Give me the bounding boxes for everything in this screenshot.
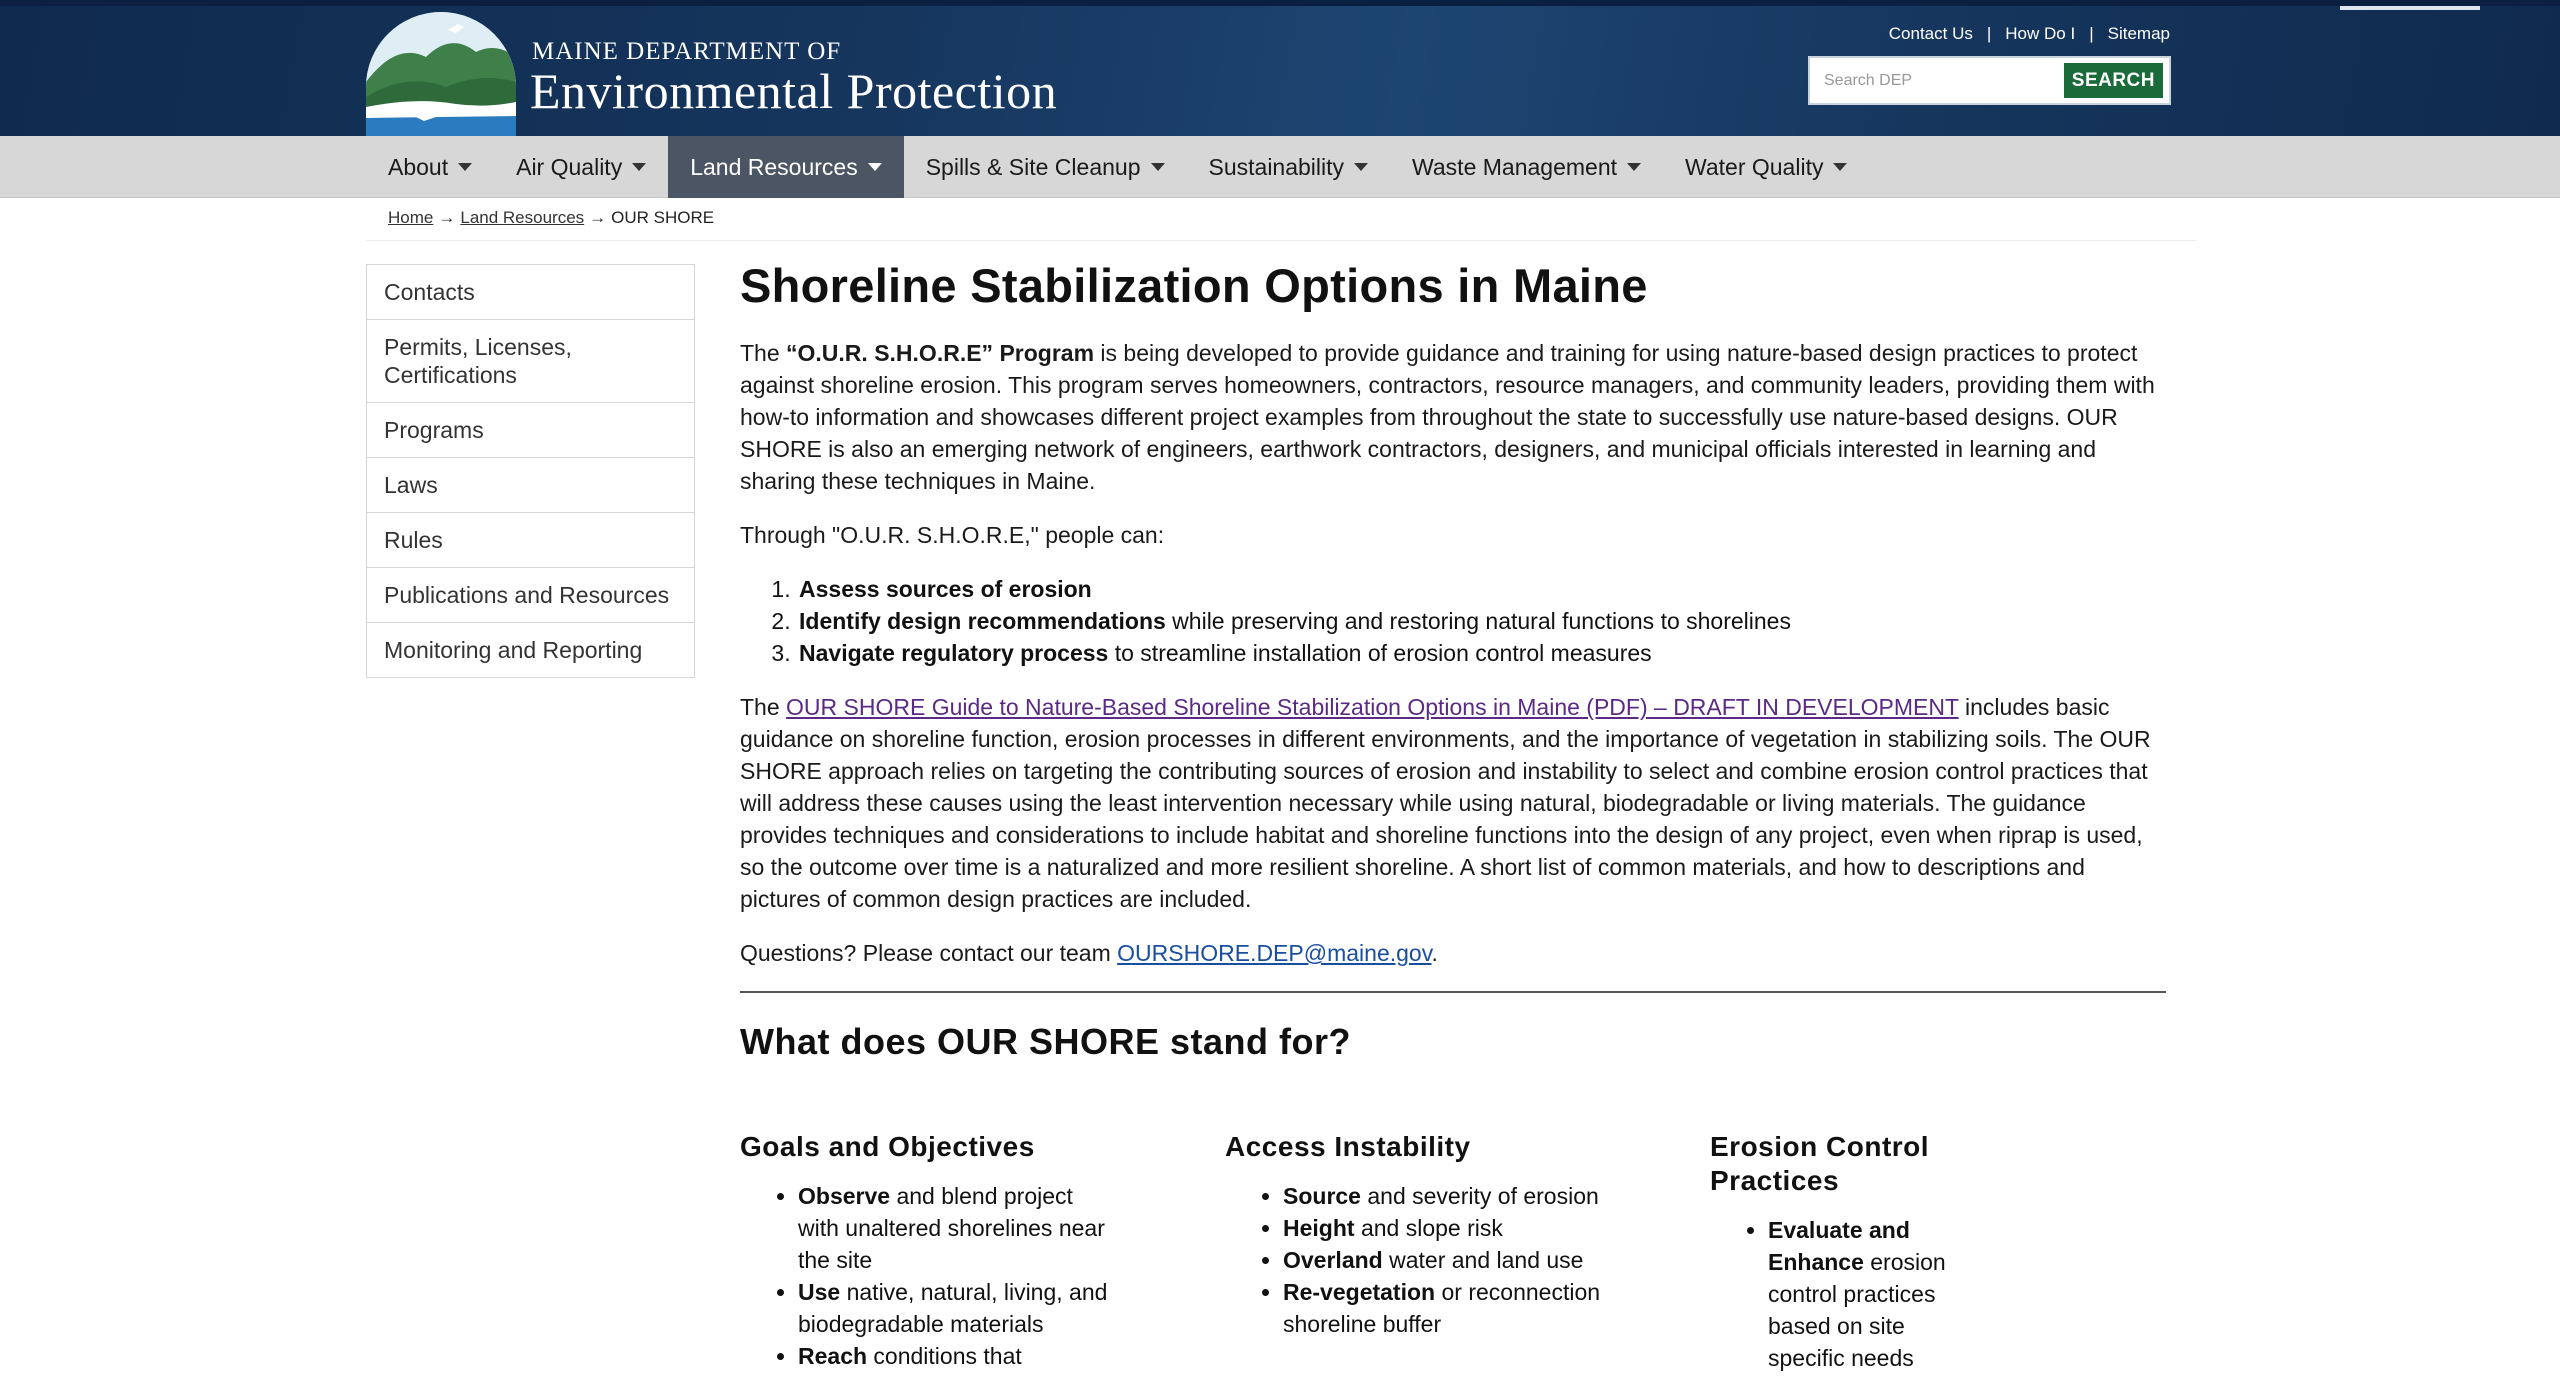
utility-separator: |: [2089, 24, 2094, 43]
column-list: [798, 1180, 1120, 1372]
step-text: to streamline installation of erosion control measures: [1108, 640, 1652, 666]
list-item: [1283, 1180, 1605, 1212]
caret-down-icon: [1354, 163, 1368, 171]
list-item: [798, 1340, 1120, 1372]
nav-land-resources[interactable]: [668, 136, 904, 198]
item-text: and slope risk: [1354, 1215, 1503, 1241]
breadcrumb-arrow: →: [438, 208, 456, 227]
item-text: and severity of erosion: [1360, 1183, 1599, 1209]
list-item: [1283, 1276, 1605, 1340]
sidebar-item-rules[interactable]: Rules: [367, 513, 694, 568]
column-title: Access Instability: [1225, 1131, 1471, 1162]
sidebar-item-permits[interactable]: Permits, Licenses, Certifications: [367, 320, 694, 403]
guide-text: The: [740, 694, 787, 720]
item-bold: Evaluate and Enhance: [1768, 1217, 1910, 1275]
search-button[interactable]: SEARCH: [2064, 63, 2163, 98]
column-erosion-control: [1710, 1130, 1970, 1374]
nav-label: Air Quality: [516, 153, 623, 180]
item-text: or reconnection shoreline buffer: [1283, 1279, 1601, 1337]
questions-paragraph: [740, 937, 2170, 969]
nav-label: Waste Management: [1412, 153, 1617, 180]
sidebar-item-laws[interactable]: Laws: [367, 458, 694, 513]
list-item: [797, 573, 2170, 605]
contact-us-link[interactable]: Contact Us: [1888, 24, 1973, 43]
section-title: What does OUR SHORE stand for?: [740, 1021, 1352, 1062]
column-title: Erosion Control Practices: [1710, 1131, 1930, 1196]
nav-label: Spills & Site Cleanup: [925, 153, 1141, 180]
questions-text: .: [1431, 940, 1438, 966]
column-goals: [740, 1130, 1120, 1372]
item-text: native, natural, living, and biodegradable materials: [798, 1279, 1108, 1337]
sidebar-item-monitoring[interactable]: Monitoring and Reporting: [367, 623, 694, 678]
item-bold: Re-vegetation: [1283, 1279, 1436, 1305]
caret-down-icon: [458, 163, 472, 171]
dept-name-large: Environmental Protection: [530, 63, 1058, 119]
utility-separator: |: [1986, 24, 1992, 43]
caret-down-icon: [868, 163, 882, 171]
item-text: water and land use: [1382, 1247, 1584, 1273]
sitemap-link[interactable]: Sitemap: [2107, 24, 2170, 43]
site-header: [0, 0, 2560, 136]
item-bold: Source: [1283, 1183, 1361, 1209]
breadcrumb-land-resources[interactable]: Land Resources: [460, 208, 585, 227]
nav-label: Water Quality: [1685, 153, 1824, 180]
intro-text: The: [740, 340, 787, 366]
dept-name-small: MAINE DEPARTMENT OF: [532, 38, 842, 65]
column-title: Goals and Objectives: [740, 1131, 1035, 1162]
column-list: [1768, 1214, 1970, 1374]
guide-paragraph: [740, 691, 2170, 915]
search-input[interactable]: [1810, 58, 2064, 103]
step-bold: Identify design recommendations: [799, 608, 1166, 634]
list-item: [1768, 1214, 1970, 1374]
main-nav: [0, 136, 2560, 198]
section-divider: [740, 991, 2166, 993]
step-bold: Assess sources of erosion: [799, 576, 1092, 602]
nav-spills-site-cleanup[interactable]: [904, 136, 1187, 198]
caret-down-icon: [632, 163, 646, 171]
intro-text: is being developed to provide guidance and training for using nature-based design practices to protect against shoreline erosion. This program serves homeowners, contractors, resource managers, and community leaders, providing them with how-to information and showcases different project examples from throughout the state to successfully use nature-based designs. OUR SHORE is also an emerging network of engineers, earthwork contractors, designers, and municipal officials interested in learning and sharing these techniques in Maine.: [740, 340, 2155, 494]
nav-air-quality[interactable]: [494, 136, 668, 198]
guide-text: includes basic guidance on shoreline function, erosion processes in different environments, and the importance of vegetation in stabilizing soils. The OUR SHORE approach relies on targeting the contributing sources of erosion and instability to select and combine erosion control practices that will address these causes using the least intervention necessary while using natural, biodegradable or living materials. The guidance provides techniques and considerations to include habitat and shoreline functions into the design of any project, even when riprap is used, so the outcome over time is a naturalized and more resilient shoreline. A short list of common materials, and how to descriptions and pictures of common design practices are included.: [740, 694, 2151, 912]
top-accent-bar: [2340, 6, 2480, 10]
through-paragraph: Through "O.U.R. S.H.O.R.E," people can:: [740, 522, 1165, 548]
intro-paragraph: [740, 337, 2170, 497]
item-bold: Height: [1283, 1215, 1355, 1241]
main-content: [740, 258, 2170, 1063]
column-access-instability: [1225, 1130, 1605, 1340]
list-item: [797, 637, 2170, 669]
guide-pdf-link[interactable]: OUR SHORE Guide to Nature-Based Shoreline Stabilization Options in Maine (PDF) – DRAFT IN DEVELOPMENT: [786, 694, 1959, 720]
item-bold: Use: [798, 1279, 841, 1305]
list-item: [797, 605, 2170, 637]
sidebar-item-programs[interactable]: Programs: [367, 403, 694, 458]
logo-landscape-icon: [366, 12, 516, 142]
search-box: [1808, 56, 2171, 105]
how-do-i-link[interactable]: How Do I: [2005, 24, 2076, 43]
nav-label: About: [388, 153, 449, 180]
page-title: Shoreline Stabilization Options in Maine: [740, 259, 1648, 312]
list-item: [1283, 1212, 1605, 1244]
caret-down-icon: [1833, 163, 1847, 171]
dep-logo[interactable]: [366, 12, 516, 142]
nav-label: Land Resources: [690, 153, 858, 180]
breadcrumb-arrow: →: [589, 208, 607, 227]
breadcrumb-home[interactable]: Home: [388, 208, 434, 227]
item-text: and blend project with unaltered shorelines near the site: [798, 1183, 1105, 1273]
nav-waste-management[interactable]: [1390, 136, 1663, 198]
list-item: [798, 1276, 1120, 1340]
utility-links: [1889, 24, 2170, 44]
item-bold: Observe: [798, 1183, 891, 1209]
contact-email-link[interactable]: OURSHORE.DEP@maine.gov: [1117, 940, 1432, 966]
sidebar-nav: [366, 264, 695, 678]
item-bold: Reach: [798, 1343, 868, 1369]
list-item: [798, 1180, 1120, 1276]
list-item: [1283, 1244, 1605, 1276]
item-text: erosion control practices based on site specific needs: [1768, 1249, 1946, 1371]
nav-about[interactable]: [366, 136, 494, 198]
sidebar-item-contacts[interactable]: Contacts: [367, 265, 694, 320]
step-text: while preserving and restoring natural functions to shorelines: [1165, 608, 1791, 634]
nav-label: Sustainability: [1208, 153, 1345, 180]
sidebar-item-publications[interactable]: Publications and Resources: [367, 568, 694, 623]
steps-list: [797, 573, 2170, 669]
step-bold: Navigate regulatory process: [799, 640, 1109, 666]
item-text: conditions that: [867, 1343, 1022, 1369]
breadcrumb-divider: [366, 240, 2196, 241]
nav-sustainability[interactable]: [1187, 136, 1391, 198]
program-name: “O.U.R. S.H.O.R.E” Program: [786, 340, 1095, 366]
nav-water-quality[interactable]: [1663, 136, 1869, 198]
column-list: [1283, 1180, 1605, 1340]
item-bold: Overland: [1283, 1247, 1383, 1273]
questions-text: Questions? Please contact our team: [740, 940, 1118, 966]
breadcrumb: [388, 208, 714, 228]
breadcrumb-current: OUR SHORE: [611, 208, 715, 227]
caret-down-icon: [1627, 163, 1641, 171]
caret-down-icon: [1151, 163, 1165, 171]
